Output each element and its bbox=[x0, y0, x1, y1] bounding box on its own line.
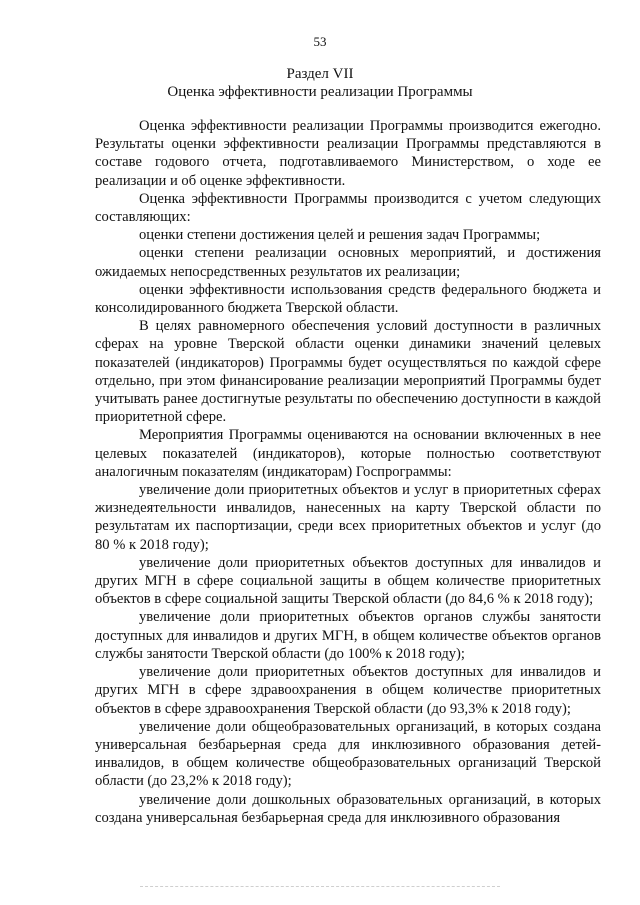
paragraph: В целях равномерного обеспечения условий доступности в различных сферах на уровне Тверской области оценки динамики значений целевых показателей (индикаторов) Программы будет осуществляться по каждой сфере отдельно, при этом финансирование реализации мероприятий Программы будет учитывать ранее достигнутые результаты по обеспечению доступности в каждой приоритетной сфере. bbox=[95, 318, 601, 426]
paragraph: увеличение доли приоритетных объектов доступных для инвалидов и других МГН в сфере здравоохранения в общем количестве приоритетных объектов в сфере здравоохранения Тверской области (до 93,3% к 2018 году); bbox=[95, 664, 601, 717]
paragraph: оценки степени реализации основных мероприятий, и достижения ожидаемых непосредственных результатов их реализации; bbox=[95, 245, 601, 280]
paragraph: оценки степени достижения целей и решения задач Программы; bbox=[139, 227, 541, 244]
section-label: Раздел VII bbox=[286, 66, 354, 82]
paragraph: увеличение доли приоритетных объектов и услуг в приоритетных сферах жизнедеятельности инвалидов, нанесенных на карту Тверской области по результатам их паспортизации, среди всех приоритетных объектов и услуг (до 80 % к 2018 году); bbox=[95, 482, 601, 553]
paragraph: увеличение доли дошкольных образовательных организаций, в которых создана универсальная безбарьерная среда для инклюзивного образования bbox=[95, 791, 601, 826]
paragraph: Оценка эффективности реализации Программы производится ежегодно. Результаты оценки эффективности реализации Программы представляются в составе годового отчета, подготавливаемого Министерством, о ходе ее реализации и об оценке эффективности. bbox=[95, 118, 601, 189]
paragraph: оценки эффективности использования средств федерального бюджета и консолидированного бюджета Тверской области. bbox=[95, 281, 601, 317]
paragraph: увеличение доли приоритетных объектов доступных для инвалидов и других МГН в сфере социальной защиты в общем количестве приоритетных объектов в сфере социальной защиты Тверской области (до 84,6 % к 2018 году); bbox=[95, 554, 601, 608]
page-bottom-rule bbox=[140, 886, 500, 887]
body-text bbox=[95, 117, 601, 827]
paragraph: Мероприятия Программы оцениваются на основании включенных в нее целевых показателей (индикаторов), которые полностью соответствуют аналогичным показателям (индикаторам) Госпрограммы: bbox=[95, 427, 601, 480]
section-title: Оценка эффективности реализации Программы bbox=[167, 84, 473, 100]
paragraph: Оценка эффективности Программы производится с учетом следующих составляющих: bbox=[95, 190, 601, 226]
paragraph: увеличение доли приоритетных объектов органов службы занятости доступных для инвалидов и других МГН, в общем количестве объектов органов службы занятости Тверской области (до 100% к 2018 году); bbox=[95, 609, 601, 662]
page-number: 53 bbox=[313, 34, 327, 49]
paragraph: увеличение доли общеобразовательных организаций, в которых создана универсальная безбарьерная среда для инклюзивного образования детей-инвалидов, в общем количестве общеобразовательных организаций Тверской области (до 23,2% к 2018 году); bbox=[95, 718, 601, 790]
